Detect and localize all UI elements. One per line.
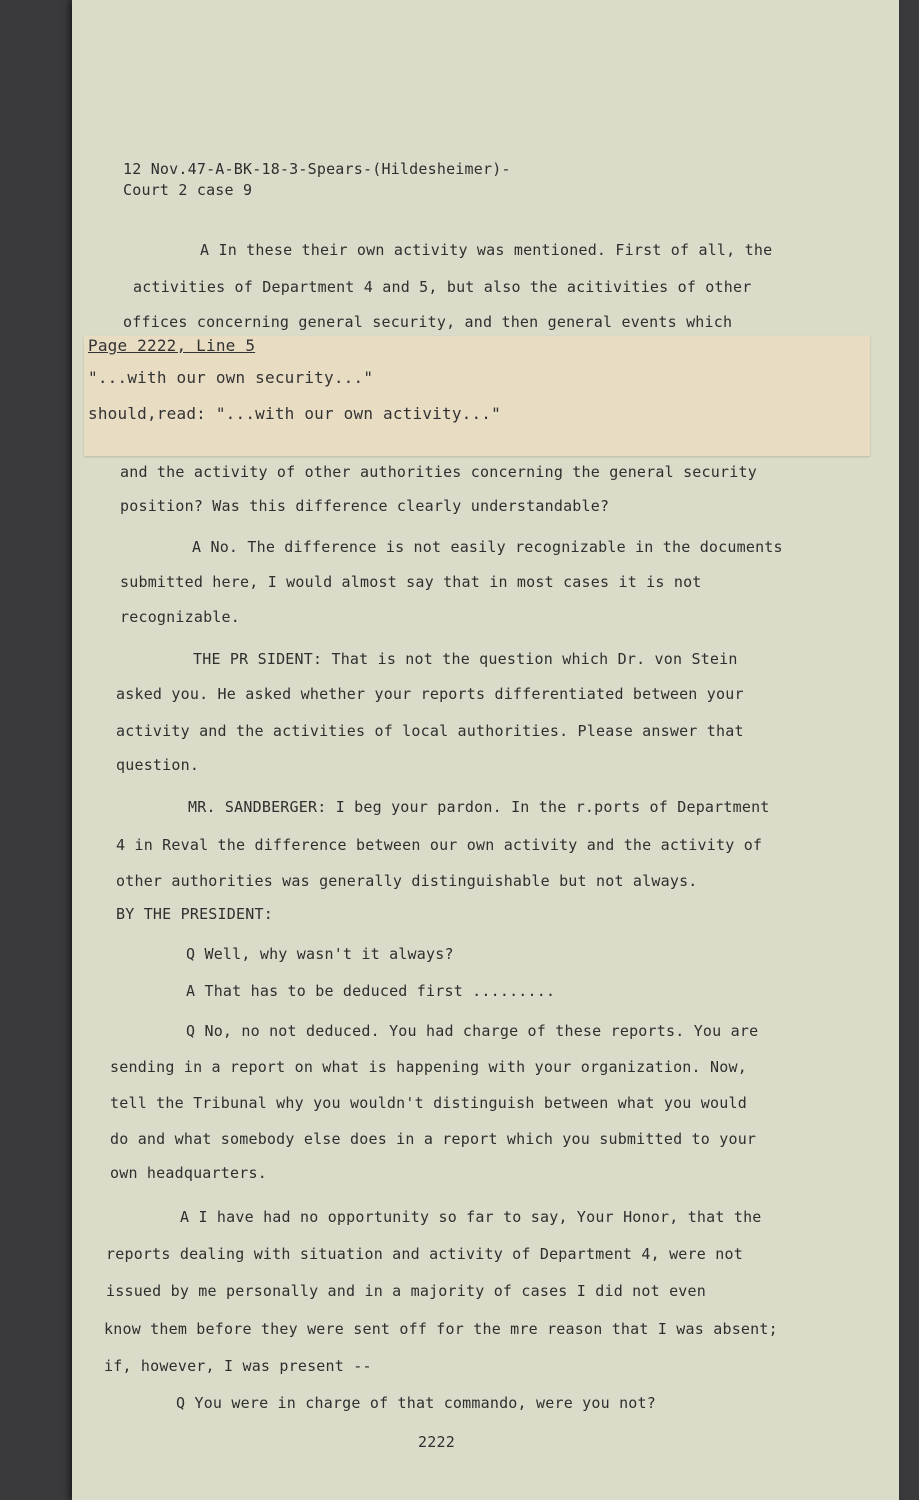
body-line: position? Was this difference clearly understandable? xyxy=(120,497,610,515)
document-page xyxy=(72,0,899,1500)
correction-slip xyxy=(84,336,870,456)
body-line: own headquarters. xyxy=(110,1164,267,1182)
body-line: Q Well, why wasn't it always? xyxy=(186,945,454,963)
body-line: recognizable. xyxy=(120,608,240,626)
body-line: and the activity of other authorities concerning the general security xyxy=(120,463,757,481)
body-line: issued by me personally and in a majority of cases I did not even xyxy=(106,1282,706,1300)
body-line: Q No, no not deduced. You had charge of these reports. You are xyxy=(186,1022,759,1040)
body-line: MR. SANDBERGER: I beg your pardon. In the r.ports of Department xyxy=(188,798,770,816)
body-line: do and what somebody else does in a report which you submitted to your xyxy=(110,1130,757,1148)
correction-title: Page 2222, Line 5 xyxy=(88,336,256,355)
correction-original: "...with our own security..." xyxy=(88,368,374,387)
body-line: if, however, I was present -- xyxy=(104,1357,372,1375)
body-line: A That has to be deduced first ......... xyxy=(186,982,556,1000)
body-line: BY THE PRESIDENT: xyxy=(116,905,273,923)
body-line: A No. The difference is not easily recognizable in the documents xyxy=(192,538,783,556)
body-line: other authorities was generally distinguishable but not always. xyxy=(116,872,698,890)
page-number: 2222 xyxy=(418,1433,455,1451)
header-line-1: 12 Nov.47-A-BK-18-3-Spears-(Hildesheimer)- xyxy=(123,160,511,178)
body-line: offices concerning general security, and then general events which xyxy=(123,313,733,331)
body-line: asked you. He asked whether your reports differentiated between your xyxy=(116,685,744,703)
header-line-2: Court 2 case 9 xyxy=(123,181,253,199)
body-line: THE PR SIDENT: That is not the question which Dr. von Stein xyxy=(193,650,738,668)
body-line: A In these their own activity was mentioned. First of all, the xyxy=(200,241,773,259)
body-line: 4 in Reval the difference between our own activity and the activity of xyxy=(116,836,763,854)
correction-replacement: should,read: "...with our own activity..." xyxy=(88,404,501,423)
body-line: reports dealing with situation and activity of Department 4, were not xyxy=(106,1245,743,1263)
body-line: submitted here, I would almost say that in most cases it is not xyxy=(120,573,702,591)
body-line: tell the Tribunal why you wouldn't distinguish between what you would xyxy=(110,1094,747,1112)
body-line: sending in a report on what is happening with your organization. Now, xyxy=(110,1058,747,1076)
body-line: activity and the activities of local authorities. Please answer that xyxy=(116,722,744,740)
body-line: know them before they were sent off for the mre reason that I was absent; xyxy=(104,1320,778,1338)
body-line: activities of Department 4 and 5, but also the acitivities of other xyxy=(133,278,752,296)
body-line: question. xyxy=(116,756,200,774)
body-line: A I have had no opportunity so far to say, Your Honor, that the xyxy=(180,1208,762,1226)
body-line: Q You were in charge of that commando, were you not? xyxy=(176,1394,656,1412)
